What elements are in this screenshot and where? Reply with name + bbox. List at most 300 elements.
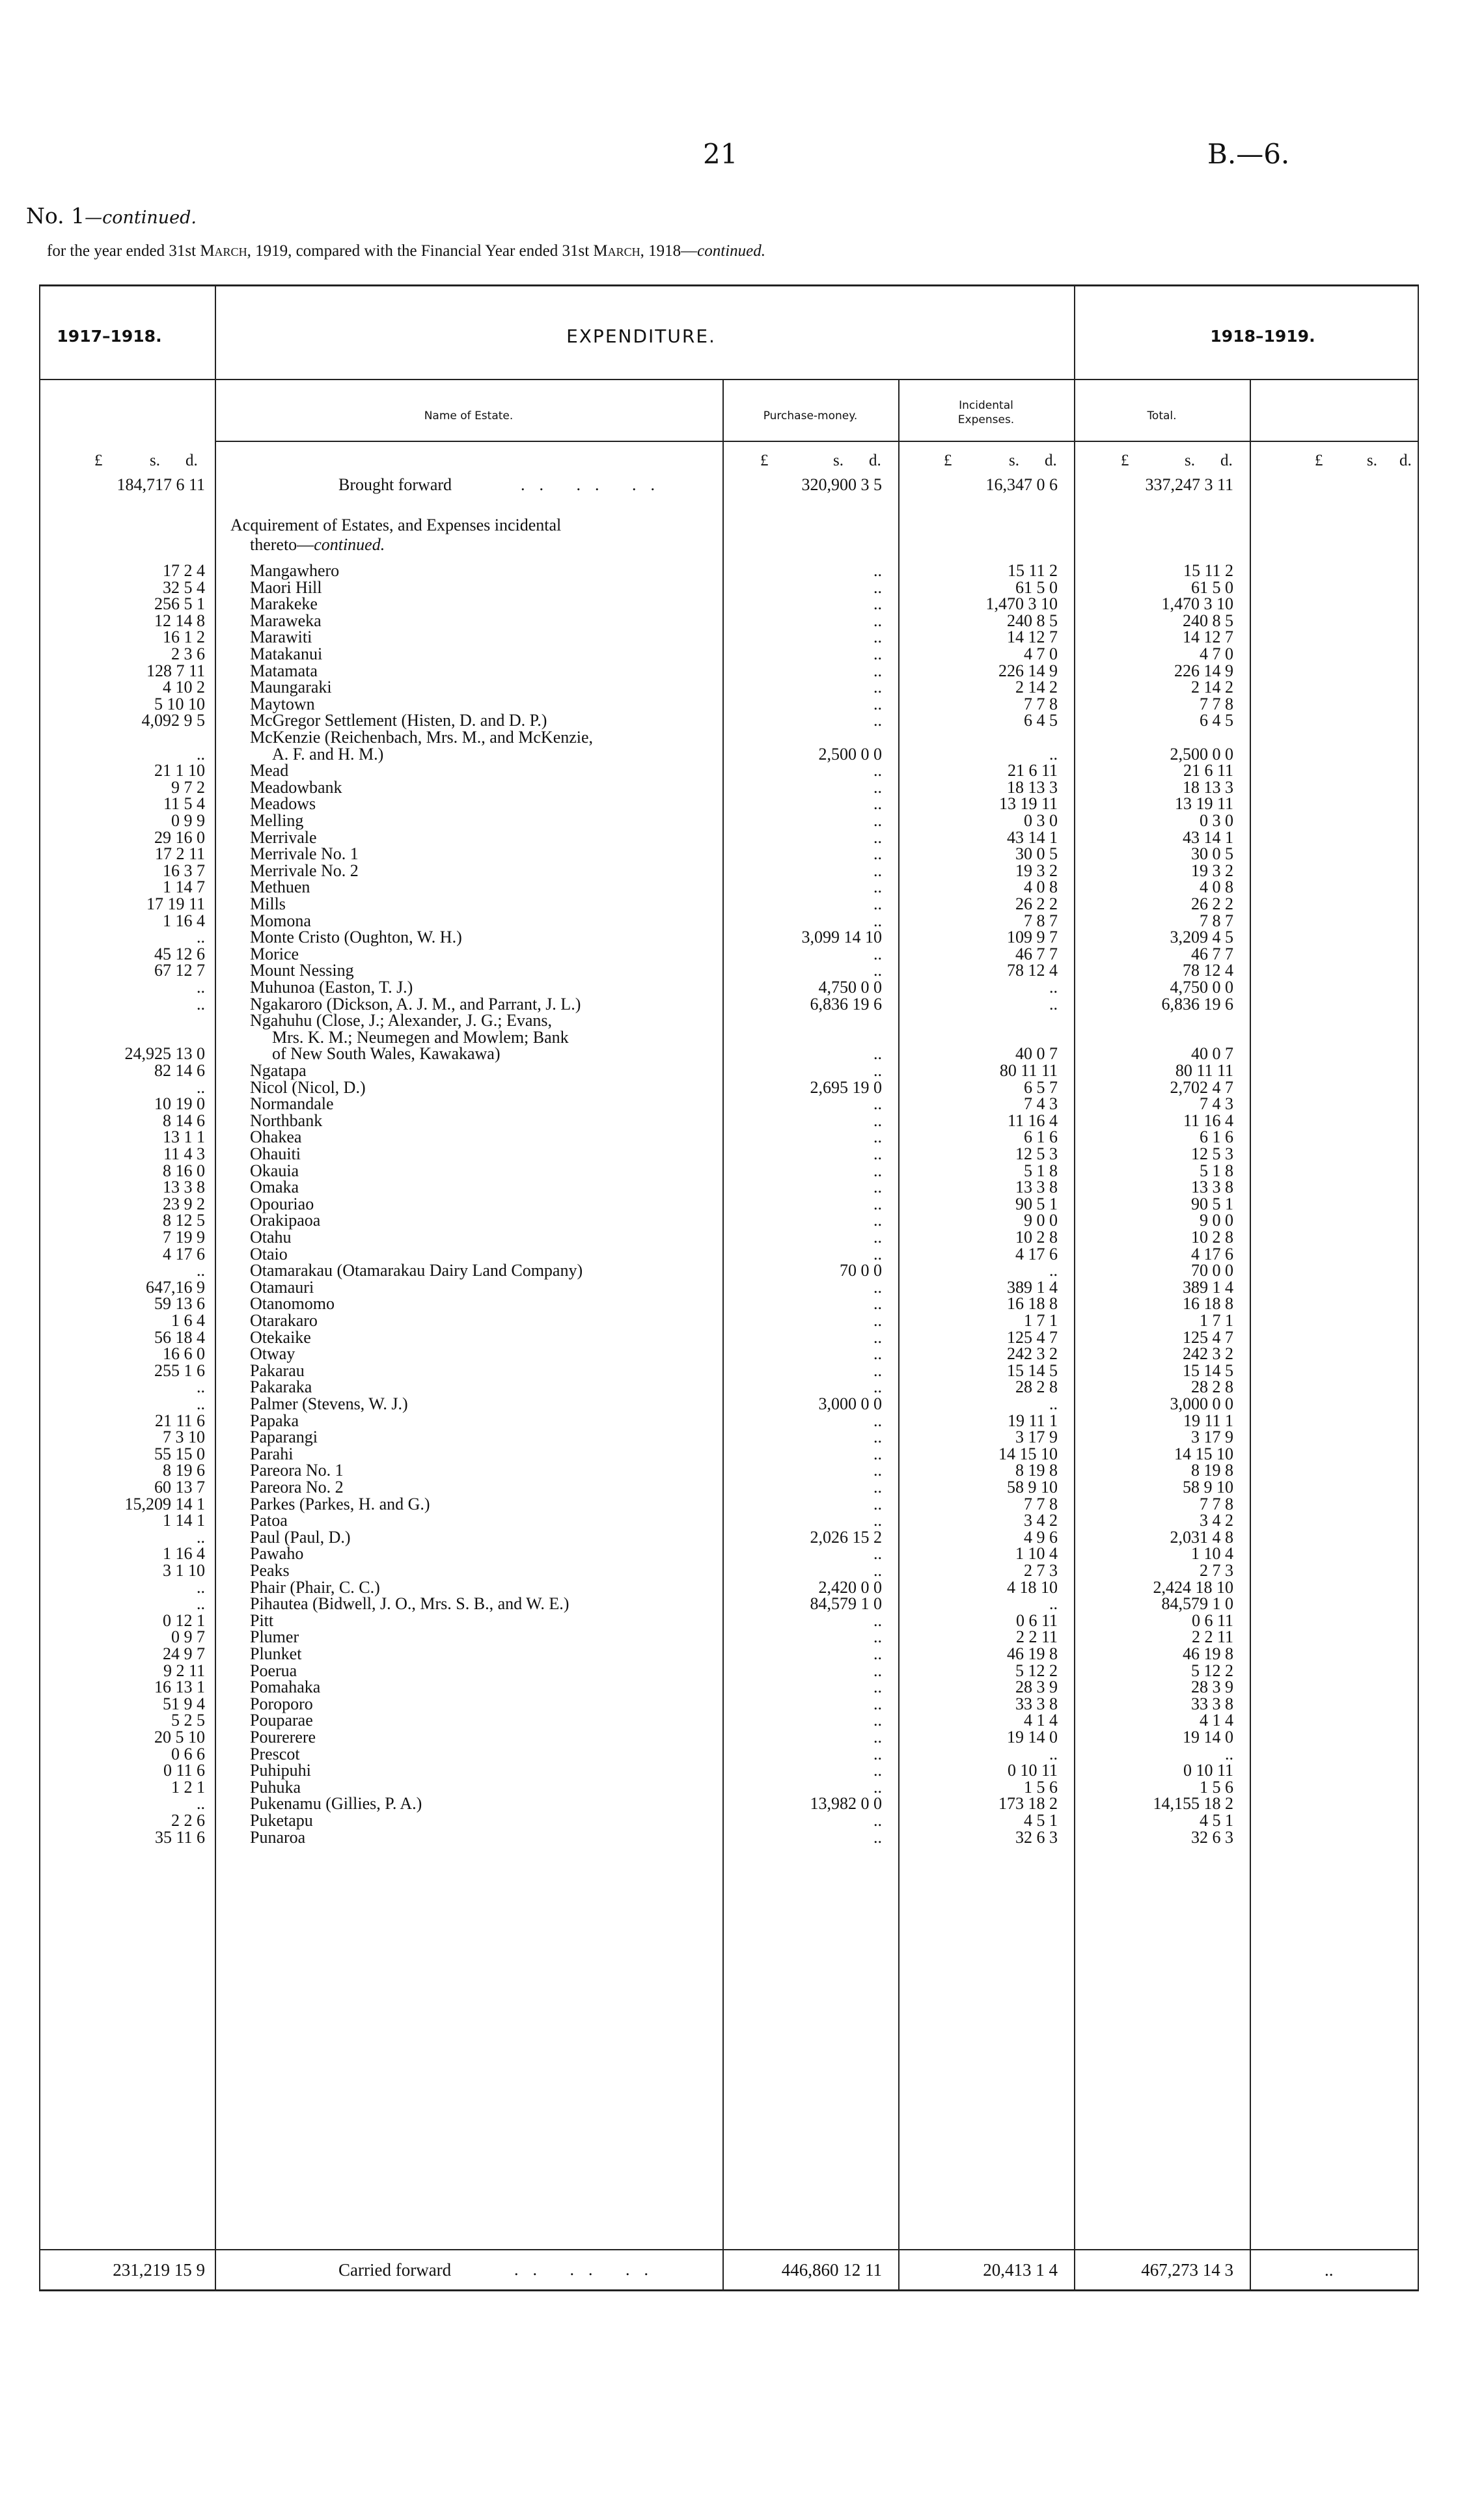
row-total: 3 17 9 (1191, 1428, 1233, 1446)
row-purchase: .. (873, 861, 882, 880)
row-purchase: .. (873, 1644, 882, 1663)
estate-name: McGregor Settlement (Histen, D. and D. P.) (250, 711, 547, 730)
section-heading-italic: continued. (314, 535, 385, 554)
unit-shilling: s. (1009, 452, 1019, 469)
row-total: 6 4 5 (1200, 711, 1233, 730)
table-right-border (1418, 284, 1419, 2291)
row-total: 16 18 8 (1183, 1294, 1233, 1313)
row-total: 8 19 8 (1191, 1461, 1233, 1480)
estate-name: McKenzie (Reichenbach, Mrs. M., and McKenzie, (250, 728, 594, 747)
row-incidental: 1 7 1 (1024, 1311, 1058, 1330)
section-heading: Acquirement of Estates, and Expenses incidental (230, 516, 562, 534)
row-prev-year: 0 6 6 (171, 1745, 205, 1763)
row-purchase: .. (873, 1161, 882, 1180)
row-total: 19 11 1 (1183, 1411, 1233, 1430)
row-incidental: 4 9 6 (1024, 1528, 1058, 1547)
row-prev-year: 3 1 10 (163, 1561, 205, 1580)
carried-forward-label: Carried forward (338, 2260, 452, 2280)
estate-name: Ohakea (250, 1127, 302, 1146)
estate-name: Matamata (250, 661, 318, 680)
estate-name: Pihautea (Bidwell, J. O., Mrs. S. B., and W. E.) (250, 1594, 570, 1613)
row-total: 4 0 8 (1200, 877, 1233, 896)
row-prev-year: 11 5 4 (163, 794, 205, 813)
row-purchase: .. (873, 1711, 882, 1730)
row-prev-year: 17 19 11 (146, 894, 205, 913)
row-prev-year: 17 2 4 (163, 561, 205, 580)
row-total: 3,000 0 0 (1170, 1394, 1233, 1413)
row-prev-year: 59 13 6 (154, 1294, 205, 1313)
row-total: 58 9 10 (1183, 1478, 1233, 1497)
row-prev-year: 4,092 9 5 (141, 711, 205, 730)
estate-name: Otarakaro (250, 1311, 318, 1330)
estate-name: Peaks (250, 1561, 290, 1580)
row-total: 43 14 1 (1183, 828, 1233, 847)
estate-name: Ngatapa (250, 1061, 307, 1080)
row-incidental: 80 11 11 (999, 1061, 1058, 1080)
row-incidental: 46 19 8 (1007, 1644, 1058, 1663)
row-purchase: .. (873, 761, 882, 780)
estate-name: Phair (Phair, C. C.) (250, 1578, 380, 1597)
row-total: 9 0 0 (1200, 1211, 1233, 1230)
row-incidental: 6 1 6 (1024, 1127, 1058, 1146)
row-incidental: 58 9 10 (1007, 1478, 1058, 1497)
table-subtitle (47, 242, 765, 260)
row-total: 14 15 10 (1174, 1444, 1233, 1463)
row-purchase: .. (873, 1561, 882, 1580)
estate-name: Marawiti (250, 628, 312, 646)
row-incidental: 21 6 11 (1007, 761, 1058, 780)
row-prev-year: .. (197, 1377, 205, 1396)
row-incidental: 10 2 8 (1015, 1228, 1058, 1247)
row-prev-year: 29 16 0 (154, 828, 205, 847)
row-prev-year: 56 18 4 (154, 1328, 205, 1347)
row-prev-year: 7 3 10 (163, 1428, 205, 1446)
estate-name: Parahi (250, 1444, 294, 1463)
row-purchase: .. (873, 678, 882, 697)
carried-forward-purchase: 446,860 12 11 (781, 2260, 882, 2280)
estate-name: Parkes (Parkes, H. and G.) (250, 1495, 430, 1513)
row-incidental: 30 0 5 (1015, 844, 1058, 863)
estate-name: Otaio (250, 1245, 288, 1263)
row-total: 84,579 1 0 (1161, 1594, 1233, 1613)
row-prev-year: 8 12 5 (163, 1211, 205, 1230)
row-incidental: 2 7 3 (1024, 1561, 1058, 1580)
row-purchase: .. (873, 1411, 882, 1430)
row-total: 11 16 4 (1183, 1111, 1233, 1130)
row-purchase: .. (873, 794, 882, 813)
row-purchase: .. (873, 1428, 882, 1446)
row-incidental: 78 12 4 (1007, 961, 1058, 980)
row-prev-year: 0 12 1 (163, 1611, 205, 1630)
row-purchase: .. (873, 877, 882, 896)
row-purchase: 13,982 0 0 (810, 1794, 882, 1813)
row-incidental: 19 11 1 (1007, 1411, 1058, 1430)
unit-shilling: s. (1367, 452, 1377, 469)
row-total: 5 1 8 (1200, 1161, 1233, 1180)
row-total: 4 5 1 (1200, 1811, 1233, 1830)
row-incidental: 4 18 10 (1007, 1578, 1058, 1597)
row-purchase: .. (873, 695, 882, 713)
unit-pound: £ (1121, 452, 1129, 469)
row-incidental: 2 14 2 (1015, 678, 1058, 697)
estate-name: Pouparae (250, 1711, 313, 1730)
estate-name: Papaka (250, 1411, 299, 1430)
row-purchase: .. (873, 1678, 882, 1696)
row-incidental: 1 10 4 (1015, 1544, 1058, 1563)
estate-name: Morice (250, 945, 299, 963)
row-incidental: 13 19 11 (998, 794, 1058, 813)
row-prev-year: .. (197, 1594, 205, 1613)
row-total: 125 4 7 (1183, 1328, 1233, 1347)
row-incidental: .. (1049, 995, 1058, 1014)
row-total: 2,500 0 0 (1170, 745, 1233, 764)
estate-name: Otekaike (250, 1328, 311, 1347)
row-prev-year: 1 2 1 (171, 1778, 205, 1797)
row-purchase: .. (873, 778, 882, 797)
row-total: 0 3 0 (1200, 811, 1233, 830)
estate-name: Pareora No. 2 (250, 1478, 344, 1497)
row-purchase: 2,695 19 0 (810, 1078, 882, 1097)
row-purchase: 3,000 0 0 (818, 1394, 882, 1413)
estate-name: Pukenamu (Gillies, P. A.) (250, 1794, 422, 1813)
row-incidental: 4 1 4 (1024, 1711, 1058, 1730)
row-total: 2 14 2 (1191, 678, 1233, 697)
row-total: 14 12 7 (1183, 628, 1233, 646)
unit-pound: £ (760, 452, 769, 469)
estate-name: Meadowbank (250, 778, 342, 797)
estate-name: Monte Cristo (Oughton, W. H.) (250, 928, 462, 946)
estate-name: Paul (Paul, D.) (250, 1528, 351, 1547)
estate-name: Opouriao (250, 1194, 314, 1213)
column-divider (215, 284, 216, 2291)
row-prev-year: .. (197, 1078, 205, 1097)
row-prev-year: 5 10 10 (154, 695, 205, 713)
estate-name: Maraweka (250, 611, 322, 630)
row-incidental: 5 12 2 (1015, 1661, 1058, 1680)
estate-name: Omaka (250, 1178, 299, 1196)
row-total: 28 2 8 (1191, 1377, 1233, 1396)
row-prev-year: 21 11 6 (154, 1411, 205, 1430)
row-incidental: .. (1049, 1261, 1058, 1280)
row-total: 6,836 19 6 (1161, 995, 1233, 1014)
table-number-label: No. 1 (26, 203, 85, 228)
header-rule (39, 379, 1419, 380)
row-incidental: .. (1049, 1394, 1058, 1413)
row-prev-year: 2 2 6 (171, 1811, 205, 1830)
carried-forward-incidental: 20,413 1 4 (983, 2260, 1058, 2280)
row-incidental: 242 3 2 (1007, 1344, 1058, 1363)
row-incidental: 7 4 3 (1024, 1094, 1058, 1113)
row-incidental: 19 3 2 (1015, 861, 1058, 880)
row-total: 6 1 6 (1200, 1127, 1233, 1146)
row-prev-year: 128 7 11 (146, 661, 205, 680)
estate-name: Merrivale No. 2 (250, 861, 359, 880)
row-incidental: 11 16 4 (1007, 1111, 1058, 1130)
row-prev-year: 45 12 6 (154, 945, 205, 963)
row-total: 3 4 2 (1200, 1511, 1233, 1530)
row-incidental: 28 3 9 (1015, 1678, 1058, 1696)
row-incidental: 14 15 10 (998, 1444, 1058, 1463)
estate-name: Pourerere (250, 1728, 316, 1747)
row-total: 15 14 5 (1183, 1361, 1233, 1380)
estate-name: Palmer (Stevens, W. J.) (250, 1394, 408, 1413)
estate-name: Pomahaka (250, 1678, 321, 1696)
estate-name: Mount Nessing (250, 961, 354, 980)
estate-name: Northbank (250, 1111, 323, 1130)
row-prev-year: 12 14 8 (154, 611, 205, 630)
row-prev-year: .. (197, 1261, 205, 1280)
row-purchase: .. (873, 1811, 882, 1830)
row-purchase: 6,836 19 6 (810, 995, 882, 1014)
row-purchase: .. (873, 1127, 882, 1146)
estate-name: Mrs. K. M.; Neumegen and Mowlem; Bank (272, 1028, 569, 1047)
row-purchase: .. (873, 1178, 882, 1196)
row-total: 7 8 7 (1200, 911, 1233, 930)
column-header-total: Total. (1147, 409, 1177, 422)
row-prev-year: 16 1 2 (163, 628, 205, 646)
row-prev-year: 7 19 9 (163, 1228, 205, 1247)
row-purchase: .. (873, 1461, 882, 1480)
row-purchase: .. (873, 1544, 882, 1563)
row-incidental: 389 1 4 (1007, 1278, 1058, 1297)
row-total: 13 19 11 (1174, 794, 1233, 813)
table-top-rule (39, 284, 1419, 286)
unit-shilling: s. (1185, 452, 1195, 469)
row-prev-year: 5 2 5 (171, 1711, 205, 1730)
table-number (26, 203, 197, 228)
row-prev-year: .. (197, 1578, 205, 1597)
row-purchase: .. (873, 1627, 882, 1646)
estate-name: Otahu (250, 1228, 292, 1247)
row-incidental: 7 7 8 (1024, 695, 1058, 713)
row-prev-year: 60 13 7 (154, 1478, 205, 1497)
row-incidental: 7 7 8 (1024, 1495, 1058, 1513)
row-incidental: 5 1 8 (1024, 1161, 1058, 1180)
row-total: 28 3 9 (1191, 1678, 1233, 1696)
row-total: 46 19 8 (1183, 1644, 1233, 1663)
subtitle-continued: continued. (697, 242, 766, 260)
estate-name: Ohauiti (250, 1144, 301, 1163)
row-purchase: .. (873, 1478, 882, 1497)
row-incidental: 61 5 0 (1015, 578, 1058, 597)
estate-name: Ngahuhu (Close, J.; Alexander, J. G.; Evans, (250, 1011, 553, 1030)
unit-pound: £ (1315, 452, 1323, 469)
row-purchase: .. (873, 844, 882, 863)
row-purchase: .. (873, 578, 882, 597)
row-prev-year: 0 9 7 (171, 1627, 205, 1646)
estate-name: Momona (250, 911, 311, 930)
row-total: 7 4 3 (1200, 1094, 1233, 1113)
row-total: 19 14 0 (1183, 1728, 1233, 1747)
row-purchase: .. (873, 828, 882, 847)
row-incidental: 43 14 1 (1007, 828, 1058, 847)
estate-name: Maytown (250, 695, 315, 713)
row-total: 0 10 11 (1183, 1761, 1233, 1780)
row-prev-year: 4 17 6 (163, 1245, 205, 1263)
leader-dots: .. .. .. (514, 2260, 663, 2279)
row-incidental: .. (1049, 978, 1058, 997)
row-incidental: 90 5 1 (1015, 1194, 1058, 1213)
row-incidental: 15 14 5 (1007, 1361, 1058, 1380)
estate-name: Poroporo (250, 1694, 313, 1713)
row-purchase: .. (873, 1495, 882, 1513)
row-total: .. (1225, 1745, 1233, 1763)
row-purchase: .. (873, 1328, 882, 1347)
row-prev-year: 24 9 7 (163, 1644, 205, 1663)
row-incidental: 125 4 7 (1007, 1328, 1058, 1347)
estate-name: Prescot (250, 1745, 300, 1763)
row-purchase: 4,750 0 0 (818, 978, 882, 997)
column-header-incidental-line: Incidental (959, 399, 1013, 412)
row-total: 2,031 4 8 (1170, 1528, 1233, 1547)
row-purchase: .. (873, 1228, 882, 1247)
unit-shilling: s. (833, 452, 844, 469)
unit-pence: d. (186, 452, 198, 469)
row-purchase: .. (873, 1144, 882, 1163)
row-incidental: 4 5 1 (1024, 1811, 1058, 1830)
unit-pound: £ (94, 452, 103, 469)
row-prev-year: 1 16 4 (163, 911, 205, 930)
row-total: 3,209 4 5 (1170, 928, 1233, 946)
row-purchase: .. (873, 1745, 882, 1763)
row-prev-year: 1 16 4 (163, 1544, 205, 1563)
row-purchase: .. (873, 1061, 882, 1080)
row-total: 18 13 3 (1183, 778, 1233, 797)
estate-name: Otamarakau (Otamarakau Dairy Land Company) (250, 1261, 583, 1280)
row-incidental: 0 3 0 (1024, 811, 1058, 830)
row-prev-year: 11 4 3 (163, 1144, 205, 1163)
row-purchase: .. (873, 1828, 882, 1847)
estate-name: Matakanui (250, 644, 323, 663)
row-incidental: 14 12 7 (1007, 628, 1058, 646)
table-number-suffix: —continued. (85, 208, 197, 228)
unit-pence: d. (1399, 452, 1412, 469)
row-total: 4 17 6 (1191, 1245, 1233, 1263)
row-incidental: 18 13 3 (1007, 778, 1058, 797)
row-total: 70 0 0 (1191, 1261, 1233, 1280)
row-prev-year: 16 13 1 (154, 1678, 205, 1696)
row-total: 90 5 1 (1191, 1194, 1233, 1213)
row-purchase: .. (873, 594, 882, 613)
estate-name: Pawaho (250, 1544, 304, 1563)
row-prev-year: 1 14 1 (163, 1511, 205, 1530)
row-prev-year: 256 5 1 (154, 594, 205, 613)
row-prev-year: .. (197, 995, 205, 1014)
row-total: 226 14 9 (1174, 661, 1233, 680)
estate-name: Pakaraka (250, 1377, 312, 1396)
row-total: 5 12 2 (1191, 1661, 1233, 1680)
row-prev-year: 24,925 13 0 (124, 1044, 205, 1063)
row-purchase: .. (873, 1044, 882, 1063)
row-prev-year: 9 7 2 (171, 778, 205, 797)
estate-name: Okauia (250, 1161, 299, 1180)
row-prev-year: 647,16 9 (146, 1278, 205, 1297)
page-number: 21 (703, 138, 738, 170)
column-header-incidental (898, 398, 1074, 427)
row-total: 21 6 11 (1183, 761, 1233, 780)
row-purchase: .. (873, 1245, 882, 1263)
estate-name: Melling (250, 811, 304, 830)
estate-name: Muhunoa (Easton, T. J.) (250, 978, 413, 997)
row-prev-year: 2 3 6 (171, 644, 205, 663)
row-prev-year: 82 14 6 (154, 1061, 205, 1080)
row-prev-year: 0 11 6 (163, 1761, 205, 1780)
row-prev-year: 0 9 9 (171, 811, 205, 830)
row-incidental: 7 8 7 (1024, 911, 1058, 930)
row-prev-year: 16 3 7 (163, 861, 205, 880)
row-purchase: 2,500 0 0 (818, 745, 882, 764)
table-left-border (39, 284, 40, 2291)
row-purchase: 2,026 15 2 (810, 1528, 882, 1547)
row-total: 14,155 18 2 (1153, 1794, 1233, 1813)
row-total: 40 0 7 (1191, 1044, 1233, 1063)
row-incidental: 1,470 3 10 (985, 594, 1058, 613)
row-incidental: 12 5 3 (1015, 1144, 1058, 1163)
brought-forward-purchase: 320,900 3 5 (801, 475, 882, 494)
row-total: 2,424 18 10 (1153, 1578, 1233, 1597)
row-total: 4 1 4 (1200, 1711, 1233, 1730)
row-prev-year: 55 15 0 (154, 1444, 205, 1463)
row-purchase: 3,099 14 10 (801, 928, 882, 946)
row-purchase: .. (873, 1611, 882, 1630)
row-prev-year: 8 19 6 (163, 1461, 205, 1480)
row-purchase: .. (873, 1511, 882, 1530)
row-prev-year: 9 2 11 (163, 1661, 205, 1680)
row-purchase: .. (873, 1211, 882, 1230)
row-total: 4,750 0 0 (1170, 978, 1233, 997)
row-purchase: .. (873, 1344, 882, 1363)
row-purchase: .. (873, 1194, 882, 1213)
expenditure-header: EXPENDITURE. (566, 325, 716, 347)
row-total: 80 11 11 (1175, 1061, 1233, 1080)
row-prev-year: 13 1 1 (163, 1127, 205, 1146)
row-total: 12 5 3 (1191, 1144, 1233, 1163)
subtitle-month: March (593, 242, 640, 260)
row-total: 7 7 8 (1200, 695, 1233, 713)
row-total: 2 2 11 (1191, 1627, 1233, 1646)
estate-name: Puhuka (250, 1778, 301, 1797)
row-total: 242 3 2 (1183, 1344, 1233, 1363)
estate-name: Merrivale (250, 828, 317, 847)
estate-name: Punaroa (250, 1828, 306, 1847)
row-prev-year: 1 6 4 (171, 1311, 205, 1330)
unit-shilling: s. (150, 452, 160, 469)
row-prev-year: .. (197, 928, 205, 946)
row-incidental: 40 0 7 (1015, 1044, 1058, 1063)
estate-name: Mills (250, 894, 286, 913)
total-top-rule (39, 2249, 1419, 2250)
row-purchase: .. (873, 1694, 882, 1713)
estate-name: Methuen (250, 877, 310, 896)
carried-forward-last: .. (1325, 2260, 1334, 2280)
row-total: 15 11 2 (1183, 561, 1233, 580)
row-incidental: 32 6 3 (1015, 1828, 1058, 1847)
row-prev-year: .. (197, 978, 205, 997)
year-1917-1918-header: 1917–1918. (57, 327, 162, 346)
row-total: 2 7 3 (1200, 1561, 1233, 1580)
estate-name: Otanomomo (250, 1294, 335, 1313)
row-incidental: 16 18 8 (1007, 1294, 1058, 1313)
row-total: 19 3 2 (1191, 861, 1233, 880)
row-total: 32 6 3 (1191, 1828, 1233, 1847)
row-total: 1 7 1 (1200, 1311, 1233, 1330)
leader-dots: .. .. .. (521, 475, 669, 494)
brought-forward-total: 337,247 3 11 (1145, 475, 1233, 494)
row-total: 1,470 3 10 (1161, 594, 1233, 613)
estate-name: Normandale (250, 1094, 334, 1113)
row-purchase: .. (873, 811, 882, 830)
estate-name: Ngakaroro (Dickson, A. J. M., and Parrant, J. L.) (250, 995, 581, 1014)
